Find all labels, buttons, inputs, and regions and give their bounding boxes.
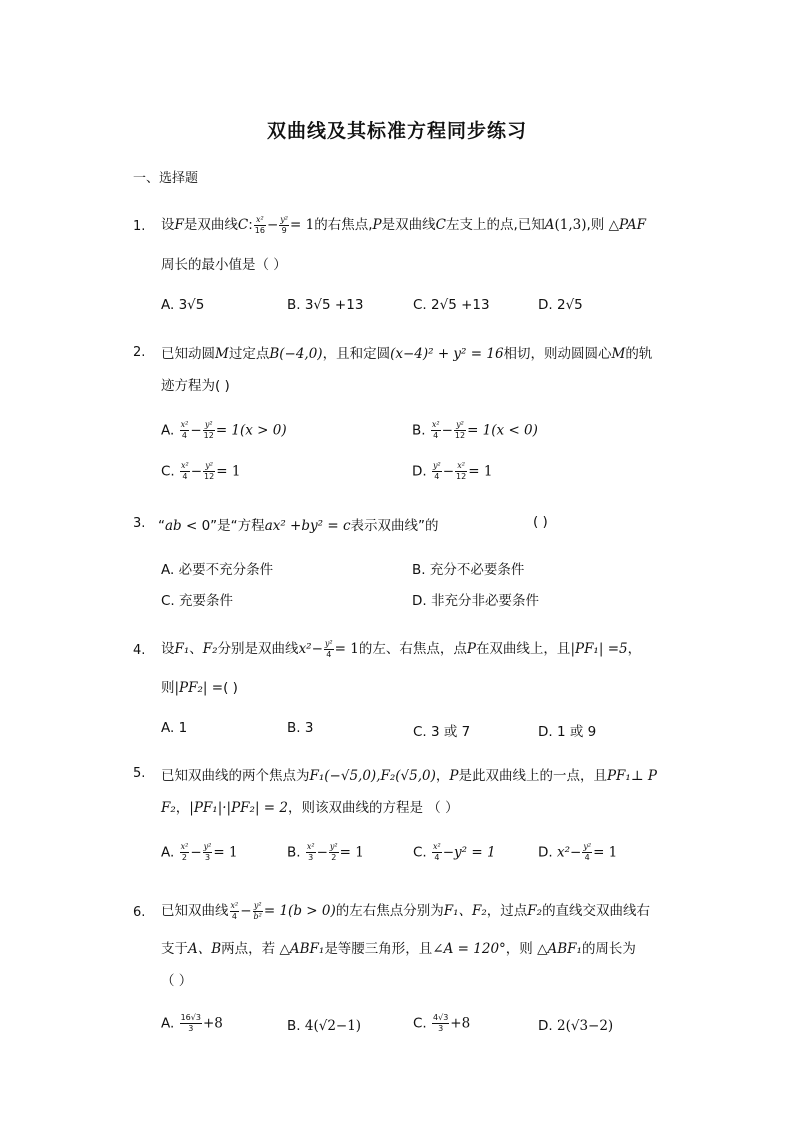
option-b[interactable]: B. 充分不必要条件 [412, 562, 525, 578]
option-b[interactable]: B. $\frac{\text{x²}}{4}$ − $\frac{\text{y²}}{12}$ = 1(x < 0) [412, 420, 538, 440]
option-c[interactable]: C. $\frac{\text{x²}}{4}$ − $\frac{\text{y²}}{12}$ = 1 [161, 461, 241, 481]
option-a[interactable]: A. 3√5 [161, 297, 205, 313]
option-c[interactable]: C. 3 或 7 [413, 724, 471, 740]
question-2-line-1: 已知动圆M过定点B(−4,0)，且和定圆(x−4)² + y² = 16相切，则动圆圆心M的轨 [161, 346, 653, 362]
option-c[interactable]: C. $\frac{4√3}{3}$ +8 [413, 1013, 471, 1033]
option-c[interactable]: C. 充要条件 [161, 593, 234, 609]
option-b[interactable]: B. 3 [287, 720, 314, 736]
question-3-line-1: “ab < 0”是“方程ax² +by² = c表示双曲线”的 [158, 518, 439, 534]
option-a[interactable]: A. 1 [161, 720, 188, 736]
option-b[interactable]: B. 4(√2−1) [287, 1018, 362, 1034]
option-d[interactable]: D. 非充分非必要条件 [412, 593, 539, 609]
option-d[interactable]: D. x²− $\frac{\text{y²}}{4}$ = 1 [538, 842, 618, 862]
question-5-line-1: 已知双曲线的两个焦点为F₁(−√5,0),F₂(√5,0)，P是此双曲线上的一点，且PF₁⊥ P [161, 768, 657, 784]
option-a[interactable]: A. $\frac{\text{x²}}{4}$ − $\frac{\text{y²}}{12}$ = 1(x > 0) [161, 420, 287, 440]
question-4-line-2: 则|PF₂| =( ) [161, 680, 238, 696]
option-d[interactable]: D. 2√5 [538, 297, 583, 313]
option-a[interactable]: A. $\frac{\text{x²}}{2}$ − $\frac{\text{y²}}{3}$ = 1 [161, 842, 238, 862]
question-number: 6. [133, 905, 146, 920]
option-d[interactable]: D. $\frac{\text{y²}}{4}$ − $\frac{\text{x²}}{12}$ = 1 [412, 461, 493, 481]
option-d[interactable]: D. 1 或 9 [538, 724, 597, 740]
page-title: 双曲线及其标准方程同步练习 [266, 120, 527, 142]
option-a[interactable]: A. $\frac{16√3}{3}$ +8 [161, 1013, 223, 1033]
question-4-line-1: 设F₁、F₂分别是双曲线x²− $\frac{\text{y²}}{4}$ = 1的左、右焦点，点P在双曲线上，且|PF₁| =5， [161, 638, 642, 659]
question-6-line-3: （ ） [161, 973, 193, 989]
question-number: 3. [133, 516, 146, 531]
question-2-line-2: 迹方程为( ) [161, 378, 230, 394]
question-5-line-2: F₂，|PF₁|·|PF₂| = 2，则该双曲线的方程是 （ ） [161, 800, 459, 816]
option-d[interactable]: D. 2(√3−2) [538, 1018, 614, 1034]
section-heading: 一、选择题 [133, 171, 199, 186]
option-b[interactable]: B. $\frac{\text{x²}}{3}$ − $\frac{\text{y²}}{2}$ = 1 [287, 842, 364, 862]
question-1-line-2: 周长的最小值是（ ） [161, 257, 287, 273]
question-number: 5. [133, 766, 146, 781]
question-1-line-1: 设F是双曲线C: $\frac{\text{x²}}{16}$ − $\frac{\text{y²}}{9}$ = 1的右焦点,P是双曲线C左支上的点,已知A(1,3),则 △PAF [161, 214, 646, 235]
option-b[interactable]: B. 3√5 +13 [287, 297, 364, 313]
option-c[interactable]: C. 2√5 +13 [413, 297, 490, 313]
question-number: 4. [133, 643, 146, 658]
answer-bracket: ( ) [533, 514, 548, 530]
option-a[interactable]: A. 必要不充分条件 [161, 562, 274, 578]
option-c[interactable]: C. $\frac{\text{x²}}{4}$ −y² = 1 [413, 842, 496, 862]
question-number: 1. [133, 219, 146, 234]
question-6-line-1: 已知双曲线 $\frac{\text{x²}}{4}$ − $\frac{\text{y²}}{\text{b²}}$ = 1(b > 0)的左右焦点分别为F₁、F₂，过点F₂的直线交双曲线右 [161, 900, 651, 921]
question-6-line-2: 支于A、B两点，若 △ABF₁是等腰三角形，且∠A = 120°，则 △ABF₁的周长为 [161, 941, 636, 957]
question-number: 2. [133, 345, 146, 360]
